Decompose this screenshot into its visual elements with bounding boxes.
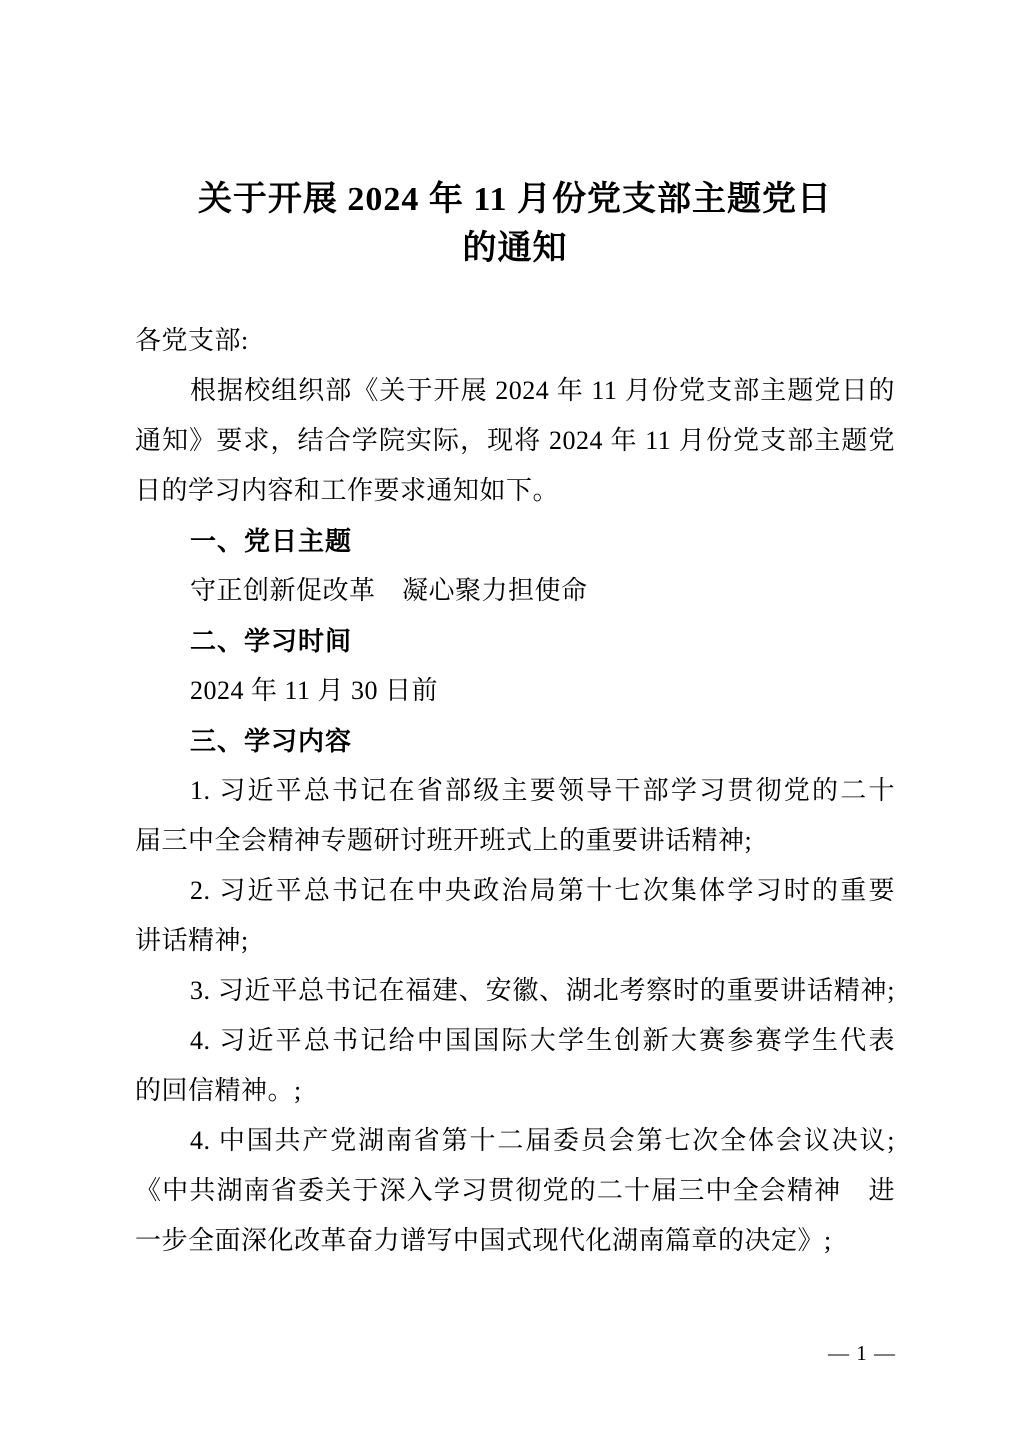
document-line: 1. 习近平总书记在省部级主要领导干部学习贯彻党的二十	[190, 776, 895, 805]
document-line: 2. 习近平总书记在中央政治局第十七次集体学习时的重要	[190, 876, 895, 905]
document-line: 4. 中国共产党湖南省第十二届委员会第七次全体会议决议;	[190, 1126, 895, 1155]
document-line: 2024 年 11 月 30 日前	[190, 676, 439, 705]
section-heading: 一、党日主题	[190, 526, 353, 556]
document-body	[135, 316, 895, 1266]
document-line: 的回信精神。;	[135, 1076, 302, 1105]
document-line: 3. 习近平总书记在福建、安徽、湖北考察时的重要讲话精神;	[190, 976, 895, 1005]
document-line: 《中共湖南省委关于深入学习贯彻党的二十届三中全会精神 进	[135, 1176, 895, 1205]
document-line: 讲话精神;	[135, 926, 249, 955]
section-heading: 三、学习内容	[190, 726, 353, 756]
document-line: 通知》要求，结合学院实际，现将 2024 年 11 月份党支部主题党	[135, 426, 895, 455]
document-title-line-1: 关于开展 2024 年 11 月份党支部主题党日	[197, 181, 833, 218]
document-title-line-2: 的通知	[462, 230, 568, 267]
document-line: 根据校组织部《关于开展 2024 年 11 月份党支部主题党日的	[190, 376, 895, 405]
document-line: 各党支部:	[135, 326, 249, 355]
document-line: 日的学习内容和工作要求通知如下。	[135, 476, 560, 505]
document-line: 届三中全会精神专题研讨班开班式上的重要讲话精神;	[135, 826, 753, 855]
document-line: 一步全面深化改革奋力谱写中国式现代化湖南篇章的决定》;	[135, 1226, 832, 1255]
page-number: — 1 —	[828, 1341, 896, 1365]
section-heading: 二、学习时间	[190, 626, 353, 656]
document-line: 守正创新促改革 凝心聚力担使命	[190, 576, 588, 605]
document-title	[135, 175, 895, 273]
document-line: 4. 习近平总书记给中国国际大学生创新大赛参赛学生代表	[190, 1026, 895, 1055]
